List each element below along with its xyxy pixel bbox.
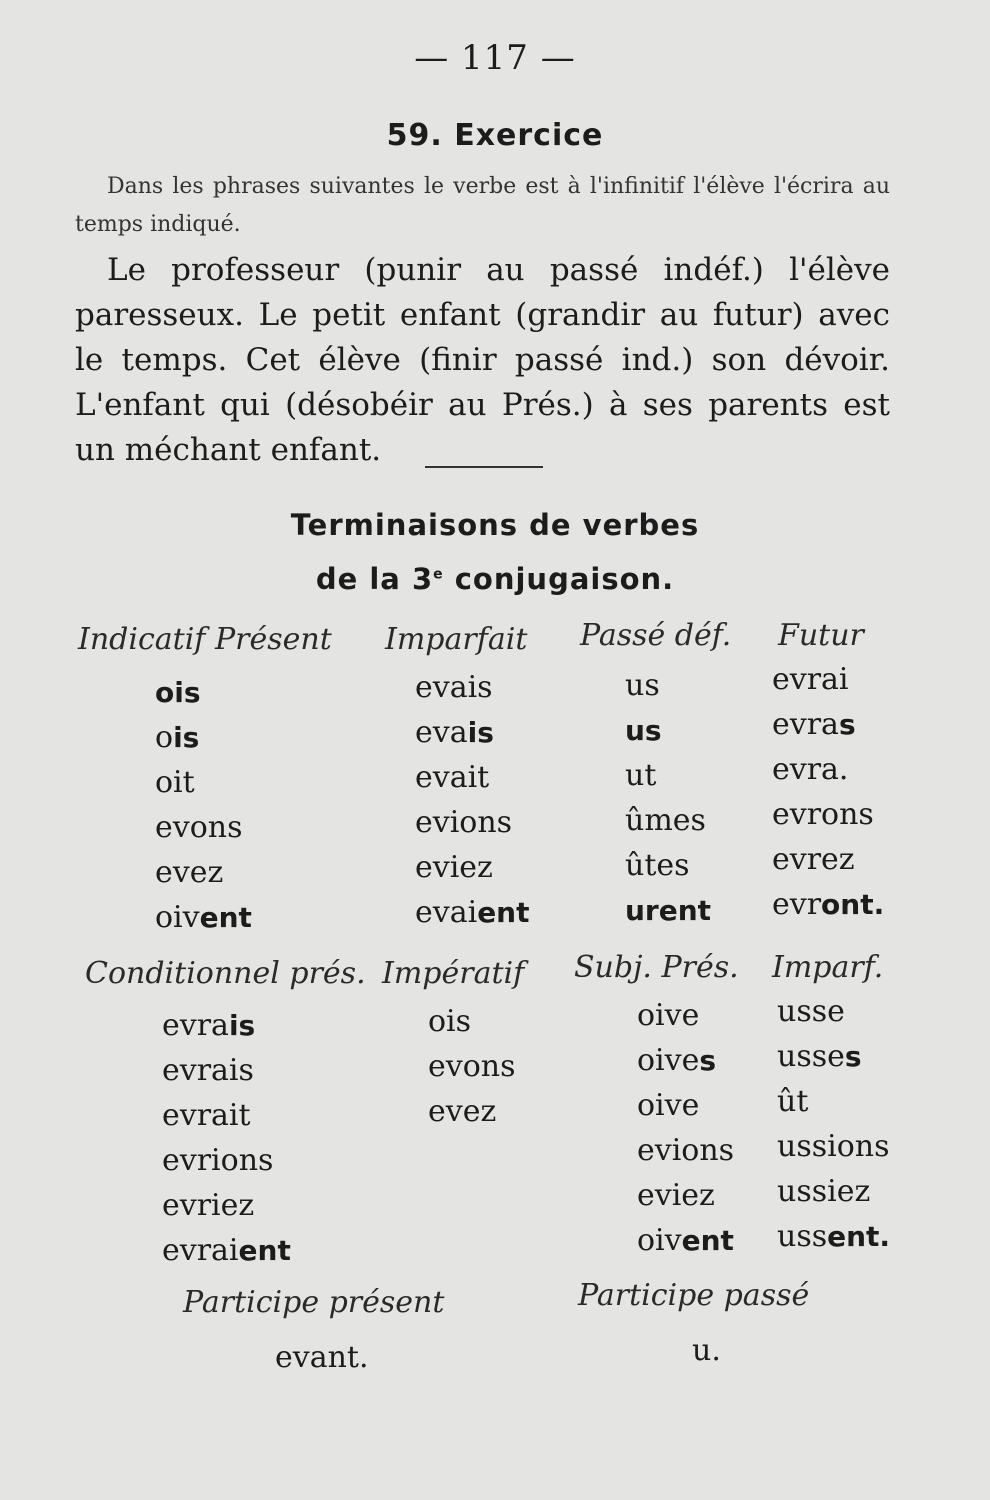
table1-cell — [625, 758, 656, 793]
section-title-suffix: conjugaison. — [443, 562, 675, 596]
ending-regular: oiv — [155, 900, 200, 935]
ending-regular: eva — [415, 715, 468, 750]
table1-header-2: Passé déf. — [580, 618, 732, 653]
ending-regular: usse — [777, 994, 845, 1029]
ending-bold: is — [467, 716, 494, 749]
table2-cell — [637, 998, 699, 1033]
ending-regular: evons — [428, 1049, 516, 1084]
table2-cell — [162, 1188, 254, 1223]
table2-cell — [777, 1219, 890, 1254]
ending-bold: is — [228, 1009, 256, 1042]
table2-cell — [162, 1143, 273, 1178]
table2-header-2: Subj. Prés. — [574, 950, 739, 985]
table1-header-3: Futur — [778, 618, 864, 653]
table1-header-0: Indicatif Présent — [78, 622, 332, 657]
ending-regular: evrait — [162, 1098, 251, 1133]
ending-regular: oit — [155, 765, 195, 800]
ending-bold: s — [699, 1044, 717, 1077]
ending-regular: evions — [415, 805, 513, 840]
ending-regular: evr — [772, 887, 822, 922]
section-title-superscript: e — [433, 566, 444, 583]
ending-regular: ûmes — [625, 803, 706, 838]
ending-regular: evrions — [162, 1143, 274, 1178]
ending-bold: ois — [155, 676, 201, 709]
table2-header-3: Imparf. — [772, 950, 884, 985]
ending-regular: uss — [777, 1219, 828, 1254]
ending-bold: ent — [681, 1224, 734, 1257]
ending-regular: evrai — [162, 1233, 239, 1268]
ending-bold: is — [173, 721, 200, 754]
table1-cell — [155, 720, 199, 755]
ending-regular: evait — [415, 760, 490, 795]
ending-regular: ussions — [777, 1129, 890, 1164]
ending-regular: oive — [637, 998, 700, 1033]
ending-bold: us — [625, 714, 662, 747]
ending-regular: evions — [637, 1133, 735, 1168]
table1-cell — [155, 900, 252, 935]
ending-regular: eviez — [415, 850, 493, 885]
ending-regular: evra — [772, 707, 839, 742]
participle-present-value: evant. — [275, 1340, 369, 1375]
table2-header-0: Conditionnel prés. — [85, 956, 366, 991]
table1-cell — [772, 707, 856, 742]
table1-cell — [415, 805, 512, 840]
ending-regular: evrais — [162, 1053, 254, 1088]
ending-regular: evrez — [772, 842, 855, 877]
section-title-prefix: de la 3 — [315, 562, 434, 596]
ending-regular: us — [625, 668, 660, 703]
table1-cell — [155, 810, 242, 845]
table2-cell — [428, 1004, 471, 1039]
table1-cell — [415, 670, 493, 705]
table1-cell — [415, 850, 493, 885]
table1-cell — [625, 848, 690, 883]
ending-bold: ent — [477, 896, 530, 929]
table2-cell — [637, 1178, 715, 1213]
ending-bold: ent — [199, 901, 252, 934]
table1-cell — [625, 668, 660, 703]
ending-regular: evez — [428, 1094, 497, 1129]
exercise-title: 59. Exercice — [386, 118, 604, 153]
ending-regular: evais — [415, 670, 493, 705]
ending-regular: evai — [415, 895, 478, 930]
table2-cell — [162, 1233, 291, 1268]
ending-bold: s — [844, 1040, 862, 1073]
ending-regular: evra — [162, 1008, 229, 1043]
table2-cell — [637, 1133, 734, 1168]
participle-past-label: Participe passé — [578, 1278, 810, 1313]
table1-cell — [772, 752, 848, 787]
table2-cell — [777, 994, 845, 1029]
section-divider — [425, 466, 543, 468]
ending-regular: evrons — [772, 797, 874, 832]
ending-regular: evez — [155, 855, 224, 890]
table1-cell — [772, 842, 855, 877]
table2-cell — [428, 1094, 496, 1129]
table2-cell — [777, 1084, 808, 1119]
table1-cell — [625, 803, 706, 838]
table2-cell — [162, 1008, 255, 1043]
ending-regular: ûtes — [625, 848, 690, 883]
section-title-line1: Terminaisons de verbes — [290, 508, 700, 542]
table2-cell — [777, 1039, 862, 1074]
table1-cell — [155, 675, 201, 710]
ending-regular: evrai — [772, 662, 849, 697]
exercise-instruction: Dans les phrases suivantes le verbe est à l'infinitif l'élève l'écrira au temps indiqué. — [75, 174, 890, 237]
table2-cell — [637, 1223, 734, 1258]
ending-bold: ont. — [821, 888, 885, 921]
ending-bold: urent — [625, 894, 712, 927]
page-number: — 117 — — [414, 38, 576, 78]
ending-regular: oive — [637, 1043, 700, 1078]
ending-regular: usse — [777, 1039, 845, 1074]
table2-cell — [162, 1098, 251, 1133]
ending-regular: o — [155, 720, 174, 755]
ending-bold: s — [838, 708, 856, 741]
table1-cell — [155, 855, 223, 890]
table2-cell — [777, 1129, 890, 1164]
ending-bold: ent — [238, 1234, 291, 1267]
table2-cell — [637, 1088, 699, 1123]
ending-regular: eviez — [637, 1178, 715, 1213]
table1-cell — [155, 765, 195, 800]
table1-cell — [772, 797, 874, 832]
ending-regular: evriez — [162, 1188, 255, 1223]
table2-cell — [162, 1053, 254, 1088]
participle-present-label: Participe présent — [183, 1285, 445, 1320]
table1-cell — [625, 893, 711, 928]
table1-cell — [625, 713, 662, 748]
table2-cell — [428, 1049, 515, 1084]
ending-regular: evons — [155, 810, 243, 845]
ending-regular: ussiez — [777, 1174, 871, 1209]
table2-header-1: Impératif — [382, 956, 525, 991]
table1-cell — [772, 887, 884, 922]
participle-past-value: u. — [692, 1333, 721, 1368]
ending-regular: ois — [428, 1004, 472, 1039]
ending-regular: evra. — [772, 752, 849, 787]
ending-regular: ût — [777, 1084, 809, 1119]
ending-bold: ent. — [827, 1220, 891, 1253]
table1-cell — [415, 715, 494, 750]
table2-cell — [777, 1174, 870, 1209]
table1-cell — [415, 895, 530, 930]
section-title-line2 — [0, 562, 990, 596]
ending-regular: ut — [625, 758, 657, 793]
table1-cell — [415, 760, 489, 795]
ending-regular: oiv — [637, 1223, 682, 1258]
exercise-text: Le professeur (punir au passé indéf.) l'élève paresseux. Le petit enfant (grandir au futur) avec le temps. Cet élève (finir passé ind.) son dévoir. L'enfant qui (désobéir au Prés.) à ses parents est un méchant enfant. — [75, 252, 890, 468]
table1-cell — [772, 662, 849, 697]
table1-header-1: Imparfait — [385, 622, 528, 657]
table2-cell — [637, 1043, 716, 1078]
ending-regular: oive — [637, 1088, 700, 1123]
